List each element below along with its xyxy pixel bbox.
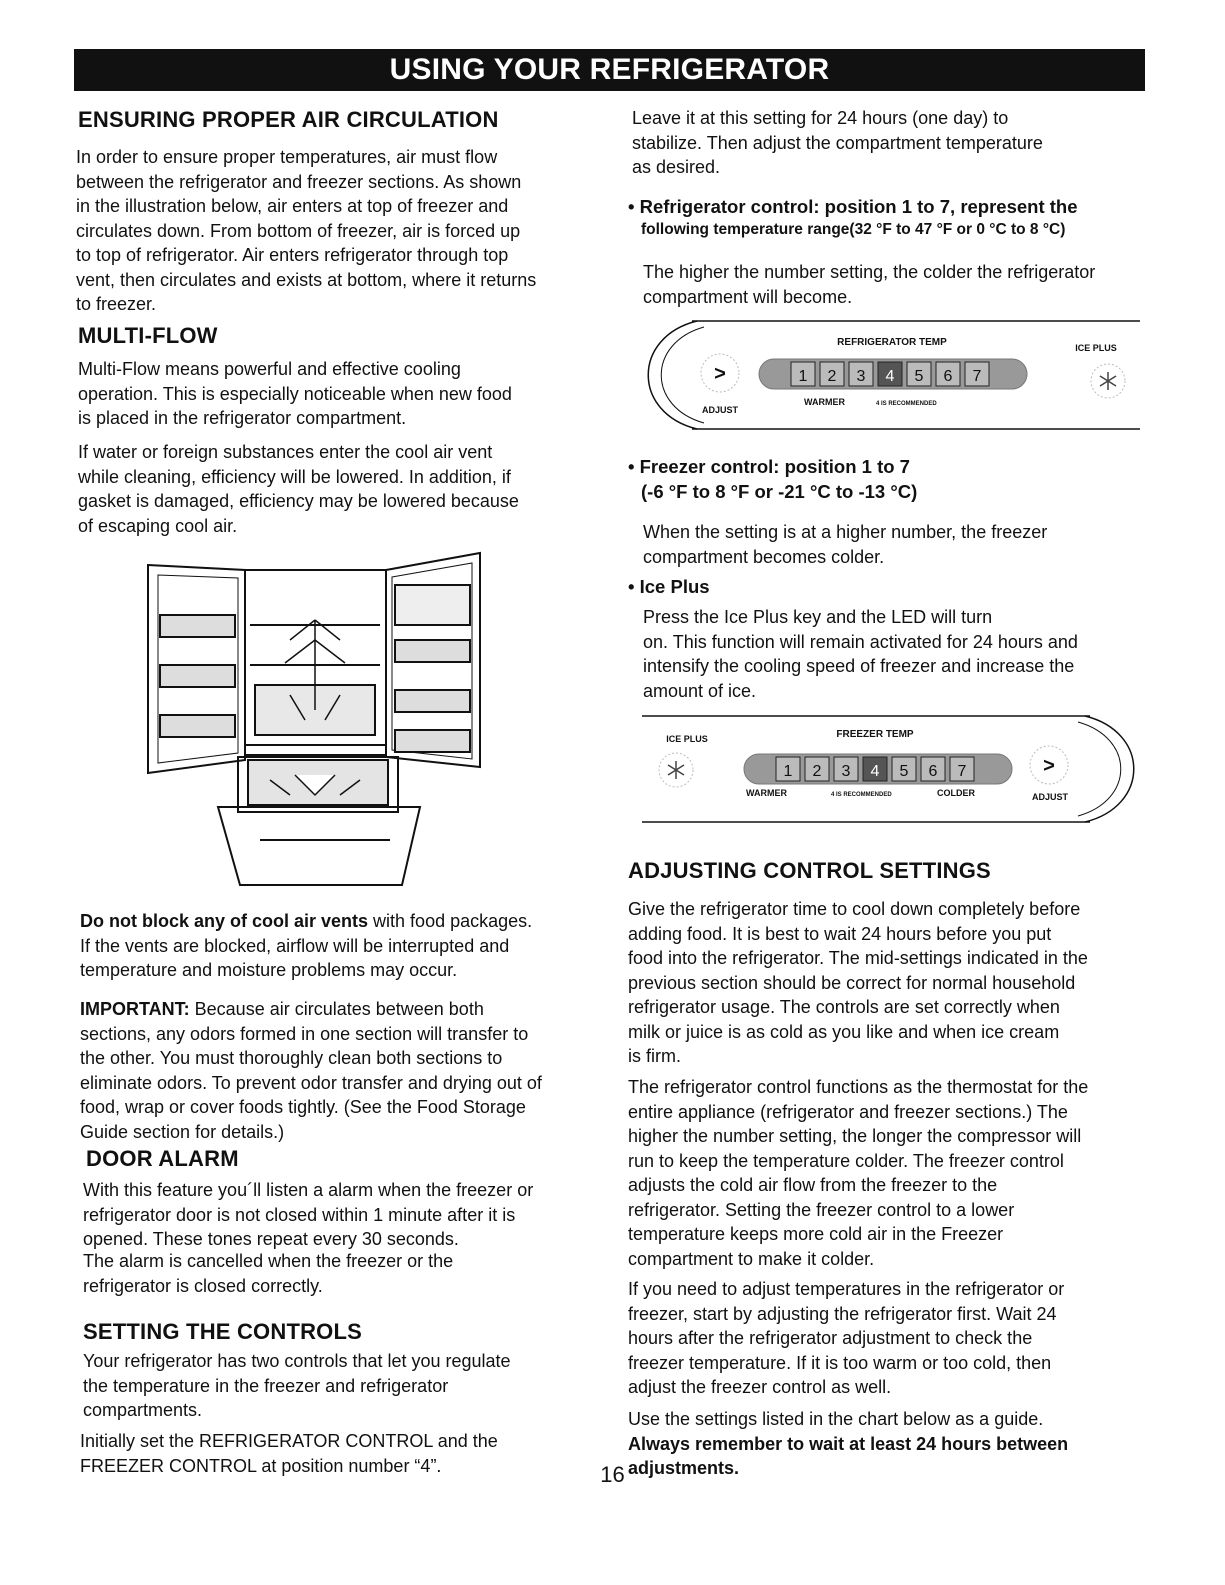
text-line: to freezer. (76, 294, 157, 314)
text-line: intensify the cooling speed of freezer and increase the (643, 656, 1075, 676)
digit-5: 5 (914, 368, 924, 385)
text-line: compartment will become. (643, 286, 853, 307)
text-line: Leave it at this setting for 24 hours (one day) to (632, 108, 1009, 128)
text-line: refrigerator is closed correctly. (83, 1275, 323, 1296)
text-line: The refrigerator control functions as the thermostat for the (628, 1077, 1089, 1097)
text-line: The alarm is cancelled when the freezer or the (83, 1251, 454, 1271)
digit-7: 7 (957, 763, 967, 780)
digit-3: 3 (841, 763, 851, 780)
text-line: food, wrap or cover foods tightly. (See the Food Storage (80, 1097, 526, 1117)
panel-title: REFRIGERATOR TEMP (837, 337, 947, 348)
multi-flow-text-2 (78, 440, 519, 538)
text-line: If water or foreign substances enter the cool air vent (78, 442, 493, 462)
adjust-label: ADJUST (701, 405, 739, 415)
digit-4-selected: 4 (870, 763, 880, 780)
text-line: operation. This is especially noticeable when new food (78, 383, 512, 404)
digit-6: 6 (928, 763, 938, 780)
refrigerator-control-text (643, 260, 1095, 309)
recommended-label: 4 IS RECOMMENDED (876, 401, 937, 407)
digit-row (791, 362, 989, 386)
adjusting-text-3 (628, 1277, 1064, 1400)
text-line: In order to ensure proper temperatures, air must flow (76, 147, 498, 167)
text-line: on. This function will remain activated for 24 hours and (643, 631, 1078, 652)
digit-row (776, 757, 974, 781)
air-circulation-text (76, 145, 536, 317)
multi-flow-text (78, 357, 512, 431)
text-line: amount of ice. (643, 680, 757, 701)
ice-plus-label: ICE PLUS (1075, 343, 1117, 353)
text-line: while cleaning, efficiency will be lowered. In addition, if (78, 466, 511, 487)
warmer-label: WARMER (746, 788, 787, 798)
bullet-title: Freezer control: position 1 to 7 (639, 456, 910, 477)
text-line: is placed in the refrigerator compartment. (78, 408, 407, 428)
text-line: eliminate odors. To prevent odor transfer and drying out of (80, 1072, 542, 1093)
text-line: Initially set the REFRIGERATOR CONTROL and the (80, 1431, 498, 1451)
text-line: compartment becomes colder. (643, 546, 885, 567)
text-line: the other. You must thoroughly clean both sections to (80, 1048, 503, 1068)
panel-title: FREEZER TEMP (836, 729, 914, 740)
text-line: freezer temperature. If it is too warm or too cold, then (628, 1352, 1052, 1373)
chevron-right-icon: > (714, 363, 726, 385)
digit-2: 2 (812, 763, 822, 780)
chevron-right-icon: > (1043, 755, 1055, 777)
bullet-range: (-6 °F to 8 °F or -21 °C to -13 °C) (641, 481, 918, 502)
text-line: The higher the number setting, the colder the refrigerator (643, 262, 1096, 282)
text-line: compartment to make it colder. (628, 1248, 875, 1269)
digit-1: 1 (783, 763, 793, 780)
refrigerator-temp-panel (642, 317, 1142, 435)
text-line: vent, then circulates and exists at bottom, where it returns (76, 269, 537, 290)
text-line: temperature keeps more cold air in the Freezer (628, 1224, 1004, 1244)
multi-flow-heading: MULTI-FLOW (78, 323, 218, 348)
text-line: to top of refrigerator. Air enters refrigerator through top (76, 245, 509, 265)
vents-paragraph (80, 909, 532, 983)
refrigerator-control-bullet: • Refrigerator control: position 1 to 7, represent the following temperature range(32 °F to 47 °F or 0 °C to 8 °C) (628, 196, 1078, 238)
text-line: If the vents are blocked, airflow will be interrupted and (80, 935, 510, 956)
text-line: of escaping cool air. (78, 515, 238, 536)
text-line: compartments. (83, 1400, 203, 1420)
bullet-title: Refrigerator control: position 1 to 7, represent the (639, 196, 1078, 217)
bullet-range: following temperature range(32 °F to 47 °F or 0 °C to 8 °C) (641, 221, 1066, 238)
text-line: hours after the refrigerator adjustment to check the (628, 1328, 1033, 1348)
digit-2: 2 (827, 368, 837, 385)
important-paragraph (80, 997, 542, 1144)
text-line: the temperature in the freezer and refrigerator (83, 1375, 449, 1396)
text-line: stabilize. Then adjust the compartment temperature (632, 132, 1043, 153)
warmer-label: WARMER (804, 397, 845, 407)
reminder-bold-line: Always remember to wait at least 24 hours between (628, 1433, 1069, 1454)
text-line: as desired. (632, 157, 721, 177)
text-line: temperature and moisture problems may occur. (80, 960, 458, 980)
text-line: Guide section for details.) (80, 1121, 285, 1142)
digit-3: 3 (856, 368, 866, 385)
adjust-label: ADJUST (1031, 792, 1069, 802)
text-line: higher the number setting, the longer the compressor will (628, 1126, 1082, 1146)
text-line: Use the settings listed in the chart below as a guide. (628, 1409, 1044, 1429)
text-line: freezer, start by adjusting the refrigerator first. Wait 24 (628, 1303, 1057, 1324)
text-line: Your refrigerator has two controls that let you regulate (83, 1351, 511, 1371)
vents-warning-bold: Do not block any of cool air vents (80, 911, 369, 931)
digit-4-selected: 4 (885, 368, 895, 385)
page-number: 16 (600, 1462, 625, 1487)
page-banner: USING YOUR REFRIGERATOR (74, 49, 1145, 91)
text-line: refrigerator usage. The controls are set correctly when (628, 997, 1060, 1017)
text-line: milk or juice is as cold as you like and when ice cream (628, 1021, 1060, 1042)
freezer-control-bullet: • Freezer control: position 1 to 7 (-6 °F to 8 °F or -21 °C to -13 °C) (628, 456, 918, 502)
digit-5: 5 (899, 763, 909, 780)
colder-label: COLDER (937, 788, 975, 798)
vents-warning-rest: with food packages. (368, 911, 533, 931)
text-line: FREEZER CONTROL at position number “4”. (80, 1455, 442, 1476)
freezer-temp-panel (640, 710, 1142, 828)
text-line: in the illustration below, air enters at top of freezer and (76, 196, 509, 216)
freezer-control-text (643, 520, 1047, 569)
text-line: between the refrigerator and freezer sections. As shown (76, 171, 522, 192)
text-line: refrigerator door is not closed within 1 minute after it is (83, 1204, 516, 1225)
digit-7: 7 (972, 368, 982, 385)
text-line: If you need to adjust temperatures in the refrigerator or (628, 1279, 1065, 1299)
adjusting-text-2 (628, 1075, 1088, 1271)
text-line: With this feature you´ll listen a alarm when the freezer or (83, 1180, 534, 1200)
text-line: Press the Ice Plus key and the LED will turn (643, 607, 993, 627)
setting-controls-text (83, 1349, 511, 1423)
adjusting-controls-heading: ADJUSTING CONTROL SETTINGS (628, 858, 991, 883)
door-alarm-text (83, 1178, 533, 1252)
adjusting-text-1 (628, 897, 1088, 1069)
text-line: adding food. It is best to wait 24 hours before you put (628, 923, 1052, 944)
air-circulation-heading: ENSURING PROPER AIR CIRCULATION (78, 107, 499, 132)
text-line: previous section should be correct for normal household (628, 972, 1076, 993)
text-line: Give the refrigerator time to cool down completely before (628, 899, 1081, 919)
door-alarm-text-2 (83, 1249, 453, 1298)
text-line: sections, any odors formed in one section will transfer to (80, 1023, 529, 1044)
text-line: adjust the freezer control as well. (628, 1377, 892, 1397)
text-line: food into the refrigerator. The mid-settings indicated in the (628, 948, 1088, 968)
text-line: entire appliance (refrigerator and freezer sections.) The (628, 1101, 1068, 1122)
ice-plus-bullet: • Ice Plus (628, 576, 710, 597)
door-alarm-heading: DOOR ALARM (86, 1146, 239, 1171)
refrigerator-airflow-illustration (140, 545, 500, 895)
recommended-label: 4 IS RECOMMENDED (831, 792, 892, 798)
important-rest: Because air circulates between both (189, 999, 484, 1019)
text-line: refrigerator. Setting the freezer control to a lower (628, 1199, 1015, 1220)
reminder-bold-line: adjustments. (628, 1458, 740, 1478)
text-line: is firm. (628, 1046, 681, 1066)
text-line: Multi-Flow means powerful and effective cooling (78, 359, 461, 379)
text-line: gasket is damaged, efficiency may be lowered because (78, 491, 519, 511)
ice-plus-text (643, 605, 1078, 703)
ice-plus-label: ICE PLUS (666, 734, 708, 744)
text-line: When the setting is at a higher number, the freezer (643, 522, 1048, 542)
text-line: circulates down. From bottom of freezer, air is forced up (76, 220, 521, 241)
text-line: run to keep the temperature colder. The freezer control (628, 1150, 1064, 1171)
text-line: opened. These tones repeat every 30 seconds. (83, 1229, 459, 1249)
digit-1: 1 (798, 368, 808, 385)
leave-setting-text (632, 106, 1043, 180)
bullet-title: Ice Plus (639, 576, 710, 597)
digit-6: 6 (943, 368, 953, 385)
setting-controls-heading: SETTING THE CONTROLS (83, 1319, 362, 1344)
important-label: IMPORTANT: (80, 999, 190, 1019)
text-line: adjusts the cold air flow from the freezer to the (628, 1175, 998, 1195)
